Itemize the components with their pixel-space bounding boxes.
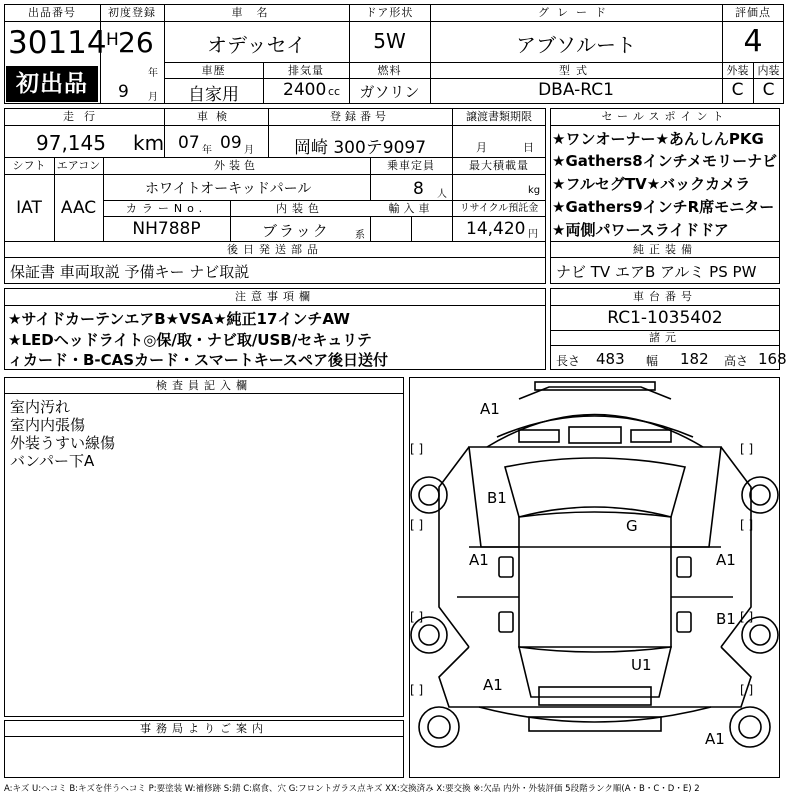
- inspection-label: 車検: [197, 110, 235, 123]
- grade-label: グレード: [538, 6, 614, 19]
- model-code: DBA-RC1: [538, 80, 614, 100]
- reg-year: 26: [118, 26, 154, 59]
- car-diagram: [409, 377, 780, 778]
- capacity: 8: [413, 179, 424, 199]
- later-parts-label: 後日発送部品: [227, 243, 323, 256]
- length-value: 483: [596, 350, 625, 368]
- transfer-month-unit: 月: [476, 141, 487, 154]
- caution-label: 注意事項欄: [235, 290, 315, 303]
- mileage-unit: km: [133, 131, 165, 155]
- dimensions-label: 諸元: [649, 331, 681, 344]
- bracket-mark: [ ]: [410, 518, 424, 532]
- damage-mark-right-front-door: A1: [716, 551, 736, 569]
- lot-number-label: 出品番号: [28, 6, 76, 19]
- sales-point-item: ★両側パワースライドドア: [552, 221, 729, 239]
- caution-line: ★サイドカーテンエアB★VSA★純正17インチAW: [8, 310, 350, 328]
- sales-point-item: ★ワンオーナー★あんしんPKG: [552, 130, 764, 148]
- exterior-grade-label: 外装: [726, 64, 749, 77]
- sales-points-label: セールスポイント: [601, 110, 729, 123]
- displacement-unit: cc: [328, 85, 341, 98]
- mileage: 97,145: [36, 131, 106, 155]
- mileage-label: 走行: [63, 110, 105, 123]
- lot-number: 30114: [8, 25, 107, 61]
- caution-line: ★LEDヘッドライト◎保/取・ナビ取/USB/セキュリテ: [8, 331, 372, 349]
- sales-point-item: ★Gathers8インチメモリーナビ: [552, 152, 778, 170]
- office-notice-label: 事務局よりご案内: [140, 722, 268, 735]
- inspector-note: 室内内張傷: [10, 416, 86, 434]
- reg-month: 9: [118, 82, 129, 102]
- displacement-label: 排気量: [288, 64, 324, 77]
- bracket-mark: [ ]: [740, 518, 754, 532]
- capacity-unit: 人: [437, 189, 447, 200]
- first-reg-label: 初度登録: [108, 6, 156, 19]
- reg-year-unit: 年: [148, 68, 158, 79]
- import-label: 輸入車: [388, 202, 434, 215]
- bracket-mark: [ ]: [740, 442, 754, 456]
- height-value: 168: [758, 350, 787, 368]
- reg-era: H: [106, 30, 119, 50]
- exterior-color-label: 外装色: [214, 159, 259, 172]
- inspector-note: バンパー下A: [10, 452, 95, 470]
- genuine-equipment-label: 純正装備: [633, 243, 697, 256]
- color-no-label: カラーNo.: [125, 202, 208, 215]
- shift-label: シフト: [12, 159, 46, 172]
- plate-number: 岡崎 300テ9097: [293, 138, 427, 158]
- interior-color-suffix: 系: [355, 230, 365, 241]
- shift-type: IAT: [16, 198, 42, 218]
- score-label: 評価点: [735, 6, 771, 19]
- aircon-type: AAC: [60, 198, 97, 218]
- bracket-mark: [ ]: [410, 610, 424, 624]
- score: 4: [743, 24, 763, 59]
- interior-color: ブラック: [262, 222, 330, 240]
- door-type: 5W: [373, 29, 406, 53]
- recycle-fee: 14,420: [466, 219, 526, 239]
- damage-mark-front-bumper: A1: [480, 400, 500, 418]
- sales-point-item: ★Gathers9インチR席モニター: [552, 198, 775, 216]
- sales-point-item: ★フルセグTV★バックカメラ: [552, 175, 751, 193]
- history-label: 車歴: [201, 64, 226, 77]
- recycle-label: リサイクル預託金: [459, 203, 539, 214]
- car-history: 自家用: [188, 85, 239, 105]
- transfer-day-unit: 日: [523, 141, 534, 154]
- exterior-color: ホワイトオーキッドパール: [145, 181, 312, 197]
- inspector-note: 外装うすい線傷: [10, 434, 116, 452]
- max-load-label: 最大積載量: [469, 159, 529, 172]
- plate-label: 登録番号: [330, 110, 390, 123]
- damage-mark-rear-bumper: A1: [705, 730, 725, 748]
- inspection-month: 09: [220, 133, 242, 153]
- transfer-deadline-label: 譲渡書類期限: [466, 110, 532, 123]
- damage-mark-left-front-door: A1: [469, 551, 489, 569]
- fuel-label: 燃料: [377, 64, 402, 77]
- legend: A:キズ U:ヘコミ B:キズを伴うヘコミ P:要塗装 W:補修跡 S:錆 C:腐食、穴 G:フロントガラス点キズ XX:交換済み X:要交換 ※:欠品 内外・外装評価 5段階ランク順(A・B・C・D・E) 2: [4, 784, 700, 794]
- interior-grade-label: 内装: [757, 64, 780, 77]
- interior-grade: C: [762, 80, 775, 100]
- damage-mark-left-rear: A1: [483, 676, 503, 694]
- damage-mark-front-left-fender: B1: [487, 489, 507, 507]
- genuine-equipment: ナビ TV エアB アルミ PS PW: [556, 263, 757, 281]
- inspector-notes-label: 検査員記入欄: [156, 379, 252, 392]
- height-label: 高さ: [724, 354, 749, 368]
- color-no: NH788P: [132, 219, 201, 239]
- caution-line: ィカード・B-CASカード・スマートキースペア後日送付: [8, 351, 389, 369]
- interior-color-label: 内装色: [276, 202, 324, 215]
- aircon-label: エアコン: [56, 159, 101, 172]
- length-label: 長さ: [556, 354, 581, 368]
- bracket-mark: [ ]: [410, 442, 424, 456]
- capacity-label: 乗車定員: [387, 159, 435, 172]
- max-load-unit: kg: [528, 185, 541, 196]
- damage-mark-right-rear-door: B1: [716, 610, 736, 628]
- recycle-unit: 円: [528, 229, 538, 240]
- inspector-note: 室内汚れ: [10, 398, 71, 416]
- width-value: 182: [680, 350, 709, 368]
- bracket-mark: [ ]: [410, 683, 424, 697]
- exterior-grade: C: [731, 80, 744, 100]
- inspection-year: 07: [178, 133, 200, 153]
- chassis-no: RC1-1035402: [607, 308, 723, 328]
- bracket-mark: [ ]: [740, 610, 754, 624]
- inspection-month-unit: 月: [244, 145, 254, 156]
- damage-mark-roof: G: [626, 517, 638, 535]
- later-parts: 保証書 車両取説 予備キー ナビ取説: [10, 263, 250, 281]
- door-label: ドア形状: [365, 6, 414, 19]
- displacement: 2400: [283, 80, 327, 100]
- bracket-mark: [ ]: [740, 683, 754, 697]
- inspection-year-unit: 年: [202, 145, 212, 156]
- chassis-no-label: 車台番号: [633, 290, 697, 303]
- model-code-label: 型式: [559, 64, 593, 77]
- first-listing-text: 初出品: [16, 71, 88, 97]
- car-name: オデッセイ: [207, 33, 306, 57]
- car-name-label: 車名: [231, 6, 282, 19]
- fuel: ガソリン: [359, 83, 420, 101]
- damage-mark-rear-glass: U1: [631, 656, 652, 674]
- width-label: 幅: [646, 354, 659, 368]
- grade: アブソルート: [516, 33, 636, 57]
- reg-month-unit: 月: [148, 92, 158, 103]
